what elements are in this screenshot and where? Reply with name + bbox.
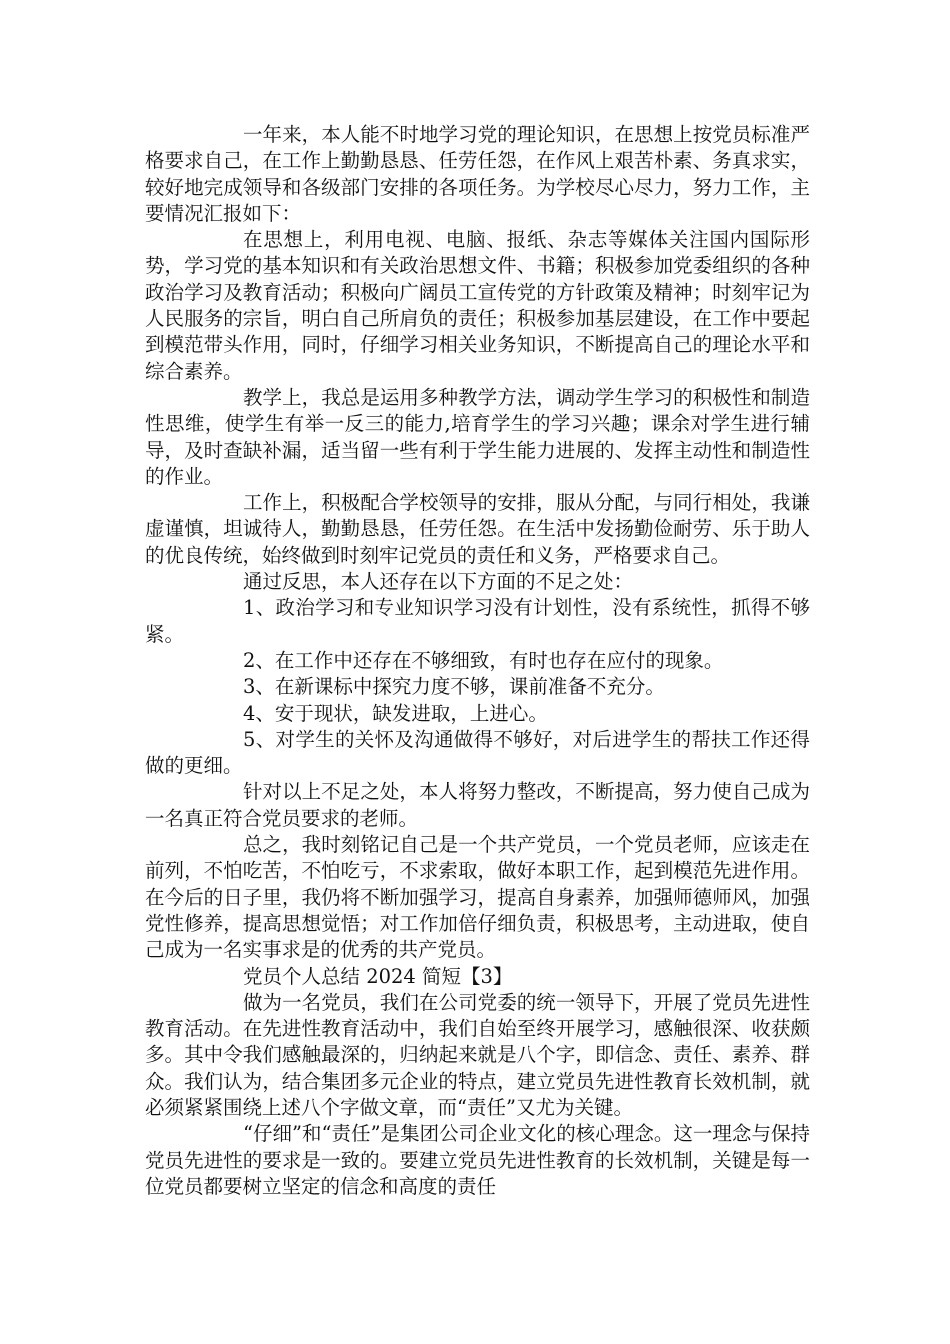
paragraph-thought: 在思想上，利用电视、电脑、报纸、杂志等媒体关注国内国际形势，学习党的基本知识和有关政治思想文件、书籍；积极参加党委组织的各种政治学习及教育活动；积极向广阔员工宣传党的方针政策及精神；时刻牢记为人民服务的宗旨，明白自己所肩负的责任；积极参加基层建设，在工作中要起到模范带头作用，同时，仔细学习相关业务知识，不断提高自己的理论水平和综合素养。 xyxy=(145,228,810,383)
paragraph-teaching: 教学上，我总是运用多种教学方法，调动学生学习的积极性和制造性思维，使学生有举一反三的能力,培育学生的学习兴趣；课余对学生进行辅导，及时查缺补漏，适当留一些有利于学生能力进展的、发挥主动性和制造性的作业。 xyxy=(145,385,810,488)
shortcoming-item-1: 1、政治学习和专业知识学习没有计划性，没有系统性，抓得不够紧。 xyxy=(145,596,810,646)
shortcoming-item-2: 2、在工作中还存在不够细致，有时也存在应付的现象。 xyxy=(243,648,724,672)
shortcoming-item-5: 5、对学生的关怀及沟通做得不够好，对后进学生的帮扶工作还得做的更细。 xyxy=(145,727,810,778)
shortcoming-item-4: 4、安于现状，缺发进取，上进心。 xyxy=(243,701,548,725)
document-body xyxy=(145,122,810,1200)
paragraph-responsibility: “仔细”和“责任”是集团公司企业文化的核心理念。这一理念与保持党员先进性的要求是一致的。要建立党员先进性教育的长效机制，关键是每一位党员都要树立坚定的信念和高度的责任 xyxy=(145,1122,810,1198)
paragraph-work: 工作上，积极配合学校领导的安排，服从分配，与同行相处，我谦虚谨慎，坦诚待人，勤勤恳恳，任劳任怨。在生活中发扬勤俭耐劳、乐于助人的优良传统，始终做到时刻牢记党员的责任和义务，严格要求自己。 xyxy=(145,491,810,567)
paragraph-intro: 一年来，本人能不时地学习党的理论知识，在思想上按党员标准严格要求自己，在工作上勤勤恳恳、任劳任怨，在作风上艰苦朴素、务真求实，较好地完成领导和各级部门安排的各项任务。为学校尽心尽力，努力工作，主要情况汇报如下： xyxy=(145,123,810,225)
paragraph-reflection: 通过反思，本人还存在以下方面的不足之处： xyxy=(243,570,634,594)
paragraph-improvement: 针对以上不足之处，本人将努力整改，不断提高，努力使自己成为一名真正符合党员要求的老师。 xyxy=(145,780,810,830)
paragraph-education-activity: 做为一名党员，我们在公司党委的统一领导下，开展了党员先进性教育活动。在先进性教育活动中，我们自始至终开展学习，感触很深、收获颇多。其中令我们感触最深的，归纳起来就是八个字，即信念、责任、素养、群众。我们认为，结合集团多元企业的特点，建立党员先进性教育长效机制，就必须紧紧围绕上述八个字做文章，而“责任”又尤为关键。 xyxy=(145,990,810,1119)
shortcoming-item-3: 3、在新课标中探究力度不够，课前准备不充分。 xyxy=(243,675,665,699)
section-heading: 党员个人总结 2024 简短【3】 xyxy=(243,964,513,988)
paragraph-conclusion: 总之，我时刻铭记自己是一个共产党员，一个党员老师，应该走在前列，不怕吃苦，不怕吃亏，不求索取，做好本职工作，起到模范先进作用。在今后的日子里，我仍将不断加强学习，提高自身素养，加强师德师风，加强党性修养，提高思想觉悟；对工作加倍仔细负责，积极思考，主动进取，使自己成为一名实事求是的优秀的共产党员。 xyxy=(145,833,810,962)
